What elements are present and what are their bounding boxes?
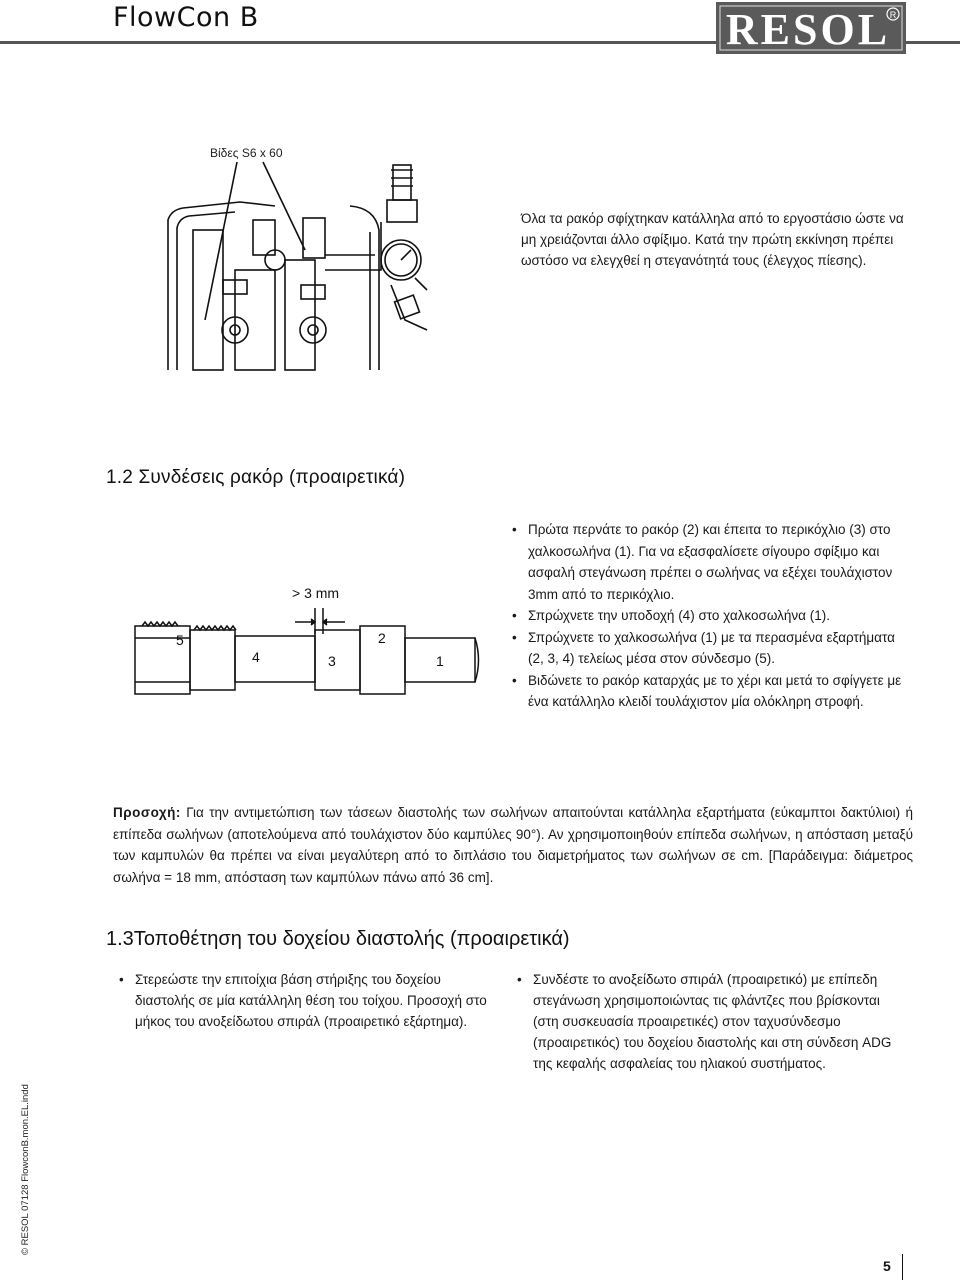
part-label-3: 3 bbox=[328, 653, 336, 669]
installation-steps-list bbox=[510, 519, 910, 713]
expansion-vessel-right-list bbox=[515, 969, 905, 1074]
page-number-rule bbox=[902, 1254, 903, 1280]
list-item: • Σπρώχνετε το χαλκοσωλήνα (1) με τα περασμένα εξαρτήματα (2, 3, 4) τελείως μέσα στον σύνδεσμο (5). bbox=[510, 627, 910, 670]
list-item: • Συνδέστε το ανοξείδωτο σπιράλ (προαιρετικό) με επίπεδη στεγάνωση χρησιμοποιώντας τις φλάντζες που βρίσκονται (στη συσκευασία προαιρετικές) στον ταχυσύνδεσμο (προαιρετικός) του δοχείου διαστολής και στη σύνδεση ADG της κεφαλής ασφαλείας του ηλιακού συστήματος. bbox=[515, 969, 905, 1074]
dimension-label: > 3 mm bbox=[292, 585, 340, 601]
part-label-5: 5 bbox=[176, 632, 184, 648]
page-number: 5 bbox=[883, 1258, 891, 1274]
list-item: • Πρώτα περνάτε το ρακόρ (2) και έπειτα το περικόχλιο (3) στο χαλκοσωλήνα (1). Για να εξασφαλίσετε σίγουρο σφίξιμο και ασφαλή στεγάνωση πρέπει ο σωλήνας να εξέχει τουλάχιστον 3mm από το περικόχλιο. bbox=[510, 519, 910, 605]
list-item: • Στερεώστε την επιτοίχια βάση στήριξης του δοχείου διαστολής σε μία κατάλληλη θέση του τοίχου. Προσοχή στο μήκος του ανοξείδωτου σπιράλ (προαιρετικό εξάρτημα). bbox=[117, 969, 487, 1032]
fitting-diagram bbox=[130, 578, 485, 703]
list-item: • Βιδώνετε το ρακόρ καταρχάς με το χέρι και μετά το σφίγγετε με ένα κατάλληλο κλειδί τουλάχιστον μία ολόκληρη στροφή. bbox=[510, 670, 910, 713]
part-label-4: 4 bbox=[252, 649, 260, 665]
caution-label: Προσοχή: bbox=[113, 805, 181, 820]
document-title: FlowCon B bbox=[113, 2, 259, 33]
section-heading-1-2: 1.2 Συνδέσεις ρακόρ (προαιρετικά) bbox=[106, 467, 406, 488]
expansion-vessel-left-list bbox=[117, 969, 487, 1032]
resol-logo bbox=[716, 2, 906, 54]
logo-text: RESOL bbox=[725, 5, 891, 54]
intro-paragraph: Όλα τα ρακόρ σφίχτηκαν κατάλληλα από το εργοστάσιο ώστε να μη χρειάζονται άλλο σφίξιμο. Κατά την πρώτη εκκίνηση πρέπει ωστόσο να ελεγχθεί η στεγανότητά τους (έλεγχος πίεσης). bbox=[521, 211, 904, 268]
caution-note bbox=[113, 802, 913, 888]
caution-text: Για την αντιμετώπιση των τάσεων διαστολής των σωλήνων απαιτούνται κατάλληλα εξαρτήματα (εύκαμπτοι δακτύλιοι) ή επίπεδα σωλήνων (αποτελούμενα από τουλάχιστον δύο καμπύλες 90°). Αν χρησιμοποιηθούν επίπεδα σωλήνων, η απόσταση μεταξύ των καμπυλών θα πρέπει να είναι μεγαλύτερη από το διπλάσιο του διαμετρήματος των σωλήνων σε cm. [Παράδειγμα: διάμετρος σωλήνα = 18 mm, απόσταση των καμπύλων πάνω από 36 cm]. bbox=[113, 805, 913, 885]
device-illustration bbox=[165, 160, 455, 375]
part-label-1: 1 bbox=[436, 653, 444, 669]
file-info: © RESOL 07128 FlowconB.mon.EL.indd bbox=[20, 1084, 31, 1255]
section-heading-1-3: 1.3Τοποθέτηση του δοχείου διαστολής (προαιρετικά) bbox=[106, 928, 570, 950]
part-label-2: 2 bbox=[378, 630, 386, 646]
list-item: • Σπρώχνετε την υποδοχή (4) στο χαλκοσωλήνα (1). bbox=[510, 605, 910, 627]
figure-caption-screws: Βίδες S6 x 60 bbox=[210, 146, 283, 160]
svg-text:R: R bbox=[889, 10, 897, 20]
